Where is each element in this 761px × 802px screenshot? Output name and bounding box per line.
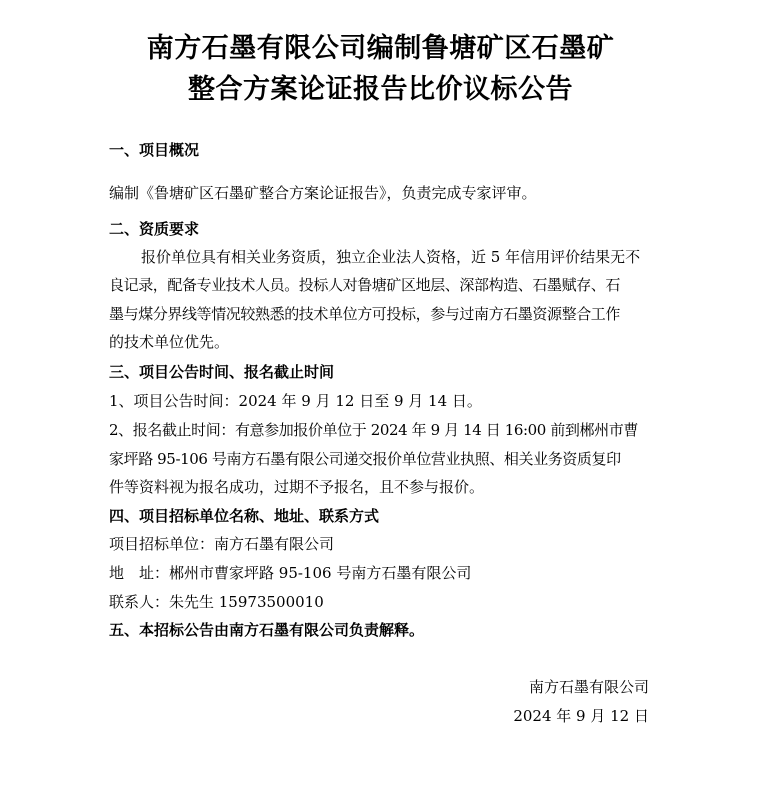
section-4-heading: 四、项目招标单位名称、地址、联系方式 <box>109 507 380 525</box>
signature-date: 2024 年 9 月 12 日 <box>513 707 649 725</box>
section-3-item-2-line-2: 家坪路 95-106 号南方石墨有限公司递交报价单位营业执照、相关业务资质复印 <box>109 450 621 468</box>
section-3-item-1: 1、项目公告时间：2024 年 9 月 12 日至 9 月 14 日。 <box>109 392 482 410</box>
section-3-item-2-line-3: 件等资料视为报名成功，过期不予报名，且不参与报价。 <box>109 478 485 496</box>
section-1-heading: 一、项目概况 <box>109 141 200 159</box>
document-title-line-2: 整合方案论证报告比价议标公告 <box>188 74 573 105</box>
document-title-line-1: 南方石墨有限公司编制鲁塘矿区石墨矿 <box>146 33 615 64</box>
section-3-heading: 三、项目公告时间、报名截止时间 <box>109 363 335 381</box>
address: 地 址：郴州市曹家坪路 95-106 号南方石墨有限公司 <box>109 564 472 582</box>
section-1-body: 编制《鲁塘矿区石墨矿整合方案论证报告》，负责完成专家评审。 <box>109 184 537 202</box>
section-2-paragraph-line-2: 良记录，配备专业技术人员。投标人对鲁塘矿区地层、深部构造、石墨赋存、石 <box>109 276 621 294</box>
section-3-item-2-line-1: 2、报名截止时间：有意参加报价单位于 2024 年 9 月 14 日 16:00 前到郴州市曹 <box>109 421 638 439</box>
section-2-paragraph-line-1: 报价单位具有相关业务资质，独立企业法人资格，近 5 年信用评价结果无不 <box>141 248 641 266</box>
signature-company: 南方石墨有限公司 <box>528 678 649 696</box>
section-2-heading: 二、资质要求 <box>109 220 200 238</box>
contact-person: 联系人：朱先生 15973500010 <box>109 593 324 611</box>
section-2-paragraph-line-4: 的技术单位优先。 <box>109 333 230 351</box>
bidding-unit: 项目招标单位：南方石墨有限公司 <box>109 535 335 553</box>
section-5-heading: 五、本招标公告由南方石墨有限公司负责解释。 <box>109 621 425 639</box>
section-2-paragraph-line-3: 墨与煤分界线等情况较熟悉的技术单位方可投标，参与过南方石墨资源整合工作 <box>109 305 621 323</box>
